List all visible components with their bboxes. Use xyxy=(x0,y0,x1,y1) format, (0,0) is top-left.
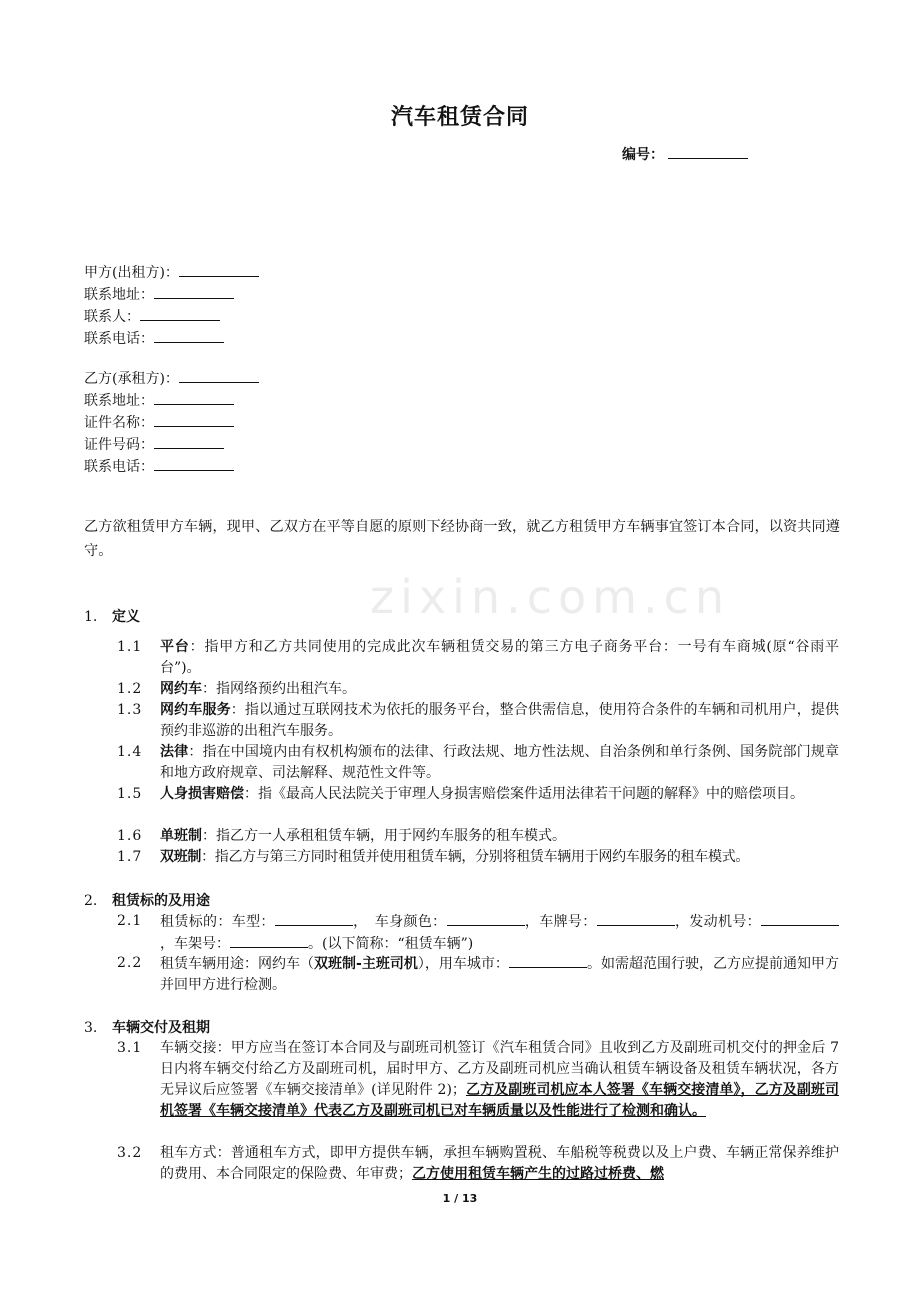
term-label: 网约车服务 xyxy=(160,702,231,718)
clause-text: ：指乙方与第三方同时租赁并使用租赁车辆，分别将租赁车辆用于网约车服务的租车模式。 xyxy=(201,849,750,865)
clause-1-2 xyxy=(117,679,839,700)
party-b-id-number-line xyxy=(84,434,259,456)
party-b-name-blank xyxy=(179,368,259,383)
clause-number: 3.2 xyxy=(117,1145,143,1161)
usage-text: 租赁车辆用途：网约车（ xyxy=(160,956,315,972)
party-a-name-label: 甲方(出租方)： xyxy=(84,265,179,281)
clause-text: ：指甲方和乙方共同使用的完成此次车辆租赁交易的第三方电子商务平台：一号有车商城(原“谷雨平台”)。 xyxy=(160,639,840,676)
watermark: zixin.com.cn xyxy=(370,570,731,624)
clause-number: 1.2 xyxy=(117,681,143,697)
party-b-phone-line xyxy=(84,456,259,478)
party-b-address-blank xyxy=(154,390,234,405)
section-1-heading xyxy=(84,606,140,626)
party-b-name-label: 乙方(承租方)： xyxy=(84,371,179,387)
city-blank xyxy=(509,953,587,968)
clause-2-1 xyxy=(117,911,839,955)
term-label: 单班制 xyxy=(160,828,202,844)
party-a-name-blank xyxy=(179,262,259,277)
party-b-id-type-label: 证件名称： xyxy=(84,415,154,431)
party-b-id-number-label: 证件号码： xyxy=(84,437,154,453)
document-title: 汽车租赁合同 xyxy=(390,105,529,130)
emphasized-clause-text: 乙方及副班司机应本人签署《车辆交接清单》，乙方及副班司机签署《车辆交接清单》代表乙方及副班司机已对车辆质量以及性能进行了检测和确认。 xyxy=(160,1082,840,1119)
party-a-name-line xyxy=(84,262,259,284)
term-label: 法律 xyxy=(160,744,189,760)
party-b-phone-blank xyxy=(154,456,234,471)
term-label: 网约车 xyxy=(160,681,202,697)
clause-1-5 xyxy=(117,784,839,805)
clause-1-7 xyxy=(117,847,839,868)
clause-1-3 xyxy=(117,700,839,742)
clause-number: 2.1 xyxy=(117,913,143,929)
clause-text: ：指在中国境内由有权机构颁布的法律、行政法规、地方性法规、自治条例和单行条例、国务院部门规章和地方政府规章、司法解释、规范性文件等。 xyxy=(160,744,840,781)
plate-number-label: ，车牌号： xyxy=(524,914,597,930)
section-3-number: 3. xyxy=(84,1020,98,1036)
party-a-phone-blank xyxy=(154,328,224,343)
section-1-number: 1. xyxy=(84,609,98,625)
section-2-number: 2. xyxy=(84,893,98,909)
clause-2-2 xyxy=(117,953,839,996)
party-a-address-blank xyxy=(154,284,234,299)
vin-label: ，车架号： xyxy=(160,936,230,952)
party-b-address-line xyxy=(84,390,259,412)
clause-number: 3.1 xyxy=(117,1040,143,1056)
section-3-heading xyxy=(84,1017,210,1037)
clause-number: 1.7 xyxy=(117,849,143,865)
clause-number: 1.3 xyxy=(117,702,143,718)
clause-1-1 xyxy=(117,637,839,679)
vehicle-model-blank xyxy=(275,911,353,926)
party-b-address-label: 联系地址： xyxy=(84,393,154,409)
clause-text: 租车方式：普通租车方式，即甲方提供车辆，承担车辆购置税、车船税等税费以及上户费、车辆正常保养维护的费用、本合同限定的保险费、年审费； xyxy=(160,1145,839,1182)
vehicle-color-blank xyxy=(447,911,525,926)
engine-number-label: ，发动机号： xyxy=(674,914,762,930)
city-label: ），用车城市： xyxy=(417,956,509,972)
party-a-phone-label: 联系电话： xyxy=(84,331,154,347)
vehicle-color-label: ， 车身颜色： xyxy=(352,914,447,930)
clause-number: 1.6 xyxy=(117,828,143,844)
party-a-address-line xyxy=(84,284,259,306)
term-label: 平台 xyxy=(160,639,190,655)
clause-text: ：指乙方一人承租租赁车辆，用于网约车服务的租车模式。 xyxy=(202,828,566,844)
serial-number xyxy=(622,144,748,164)
party-a-block xyxy=(84,262,259,350)
party-b-name-line xyxy=(84,368,259,390)
clause-number: 1.4 xyxy=(117,744,143,760)
section-2-heading xyxy=(84,890,210,910)
clause-text: ：指《最高人民法院关于审理人身损害赔偿案件适用法律若干问题的解释》中的赔偿项目。 xyxy=(244,786,804,802)
page-number: 1 / 13 xyxy=(442,1192,478,1205)
term-label: 双班制 xyxy=(160,849,202,865)
party-a-contact-label: 联系人： xyxy=(84,309,140,325)
vehicle-model-label: 租赁标的：车型： xyxy=(160,914,275,930)
clause-number: 1.1 xyxy=(117,639,143,655)
usage-note: 。如需超范围行驶，乙方应提前通知甲方并回甲方进行检测。 xyxy=(160,956,840,993)
clause-1-6 xyxy=(117,826,839,847)
clause-3-2 xyxy=(117,1143,839,1185)
clause-1-4 xyxy=(117,742,839,784)
clause-text: ：指以通过互联网技术为依托的服务平台，整合供需信息，使用符合条件的车辆和司机用户，提供预约非巡游的出租汽车服务。 xyxy=(160,702,840,739)
section-2-title: 租赁标的及用途 xyxy=(112,893,210,909)
party-a-address-label: 联系地址： xyxy=(84,287,154,303)
engine-number-blank xyxy=(761,911,839,926)
shift-type: 双班制-主班司机 xyxy=(314,956,418,972)
party-b-block xyxy=(84,368,259,478)
party-b-phone-label: 联系电话： xyxy=(84,459,154,475)
party-a-phone-line xyxy=(84,328,259,350)
serial-label: 编号： xyxy=(622,147,664,163)
section-1-title: 定义 xyxy=(112,609,140,625)
party-a-contact-blank xyxy=(140,306,220,321)
clause-3-1 xyxy=(117,1038,839,1122)
term-label: 人身损害赔偿 xyxy=(160,786,244,802)
emphasized-clause-text: 乙方使用租赁车辆产生的过路过桥费、燃 xyxy=(412,1166,664,1182)
vehicle-alias-note: 。(以下简称：“租赁车辆”) xyxy=(308,936,474,952)
intro-paragraph: 乙方欲租赁甲方车辆，现甲、乙双方在平等自愿的原则下经协商一致，就乙方租赁甲方车辆事宜签订本合同，以资共同遵守。 xyxy=(84,519,840,559)
party-a-contact-line xyxy=(84,306,259,328)
plate-number-blank xyxy=(597,911,675,926)
clause-number: 2.2 xyxy=(117,955,143,971)
party-b-id-type-line xyxy=(84,412,259,434)
party-b-id-type-blank xyxy=(154,412,234,427)
clause-text: 车辆交接：甲方应当在签订本合同及与副班司机签订《汽车租赁合同》且收到乙方及副班司机交付的押金后 7 日内将车辆交付给乙方及副班司机，届时甲方、乙方及副班司机应当确认租赁车辆设备及租赁车辆状况，各方无异议后应签署《车辆交接清单》(详见附件 2)； xyxy=(160,1040,839,1098)
clause-number: 1.5 xyxy=(117,786,143,802)
serial-blank xyxy=(668,144,748,159)
vin-blank xyxy=(230,933,308,948)
party-b-id-number-blank xyxy=(154,434,224,449)
clause-text: ：指网络预约出租汽车。 xyxy=(202,681,356,697)
section-3-title: 车辆交付及租期 xyxy=(112,1020,210,1036)
